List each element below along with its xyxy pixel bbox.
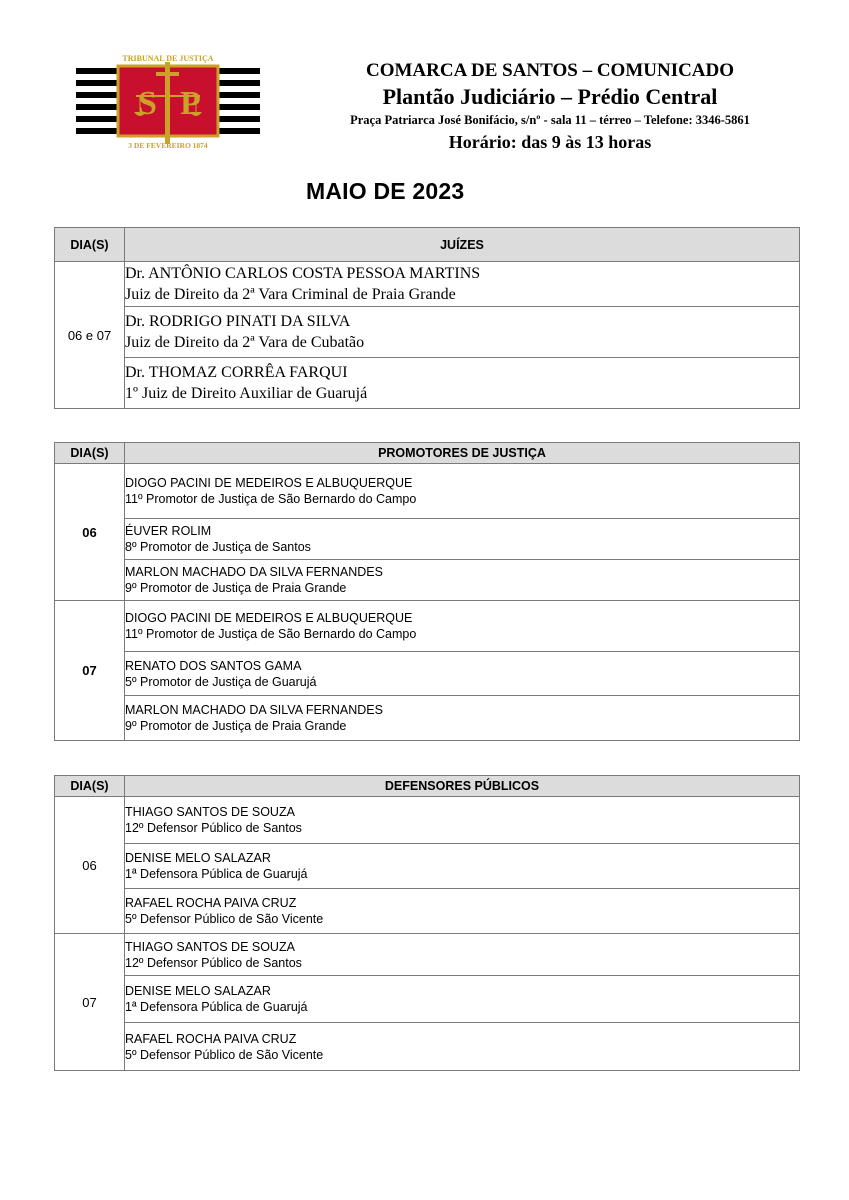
table-row [55, 696, 800, 741]
person-name: THIAGO SANTOS DE SOUZA [125, 939, 295, 954]
tribunal-seal-logo [76, 52, 260, 152]
person-name: Dr. ANTÔNIO CARLOS COSTA PESSOA MARTINS [125, 265, 481, 282]
person-cell [125, 464, 800, 519]
person-role: 8º Promotor de Justiça de Santos [125, 540, 311, 554]
table-header-row [55, 443, 800, 464]
person-name: RAFAEL ROCHA PAIVA CRUZ [125, 896, 297, 910]
person-name: Dr. RODRIGO PINATI DA SILVA [125, 313, 351, 330]
seal-letter-p: P [180, 85, 201, 122]
table-row [55, 464, 800, 519]
person-role: 1º Juiz de Direito Auxiliar de Guarujá [125, 385, 368, 402]
day-cell: 07 [55, 934, 125, 1071]
person-role: 1ª Defensora Pública de Guarujá [125, 867, 308, 881]
person-role: 12º Defensor Público de Santos [125, 955, 302, 970]
person-role: Juiz de Direito da 2ª Vara de Cubatão [125, 334, 365, 351]
header-hours: Horário: das 9 às 13 horas [448, 132, 652, 152]
sp-flag-seal-icon [76, 52, 260, 152]
person-cell [125, 560, 800, 601]
person-cell [125, 1023, 800, 1071]
person-role: 12º Defensor Público de Santos [125, 821, 302, 835]
table-row [55, 934, 800, 976]
person-name: DENISE MELO SALAZAR [125, 851, 271, 865]
day-cell: 06 e 07 [55, 262, 125, 409]
table-row [55, 262, 800, 307]
person-role: 9º Promotor de Justiça de Praia Grande [125, 719, 347, 733]
judges-table [54, 227, 800, 409]
person-cell [125, 307, 800, 358]
table-row [55, 1023, 800, 1071]
col-header-day: DIA(S) [55, 776, 125, 797]
person-role: 5º Defensor Público de São Vicente [125, 1047, 324, 1062]
person-name: DIOGO PACINI DE MEDEIROS E ALBUQUERQUE [125, 611, 413, 625]
person-cell [125, 652, 800, 696]
person-cell [125, 797, 800, 844]
col-header-day: DIA(S) [55, 228, 125, 262]
person-cell [125, 696, 800, 741]
person-role: Juiz de Direito da 2ª Vara Criminal de Praia Grande [125, 286, 456, 303]
person-name: RENATO DOS SANTOS GAMA [125, 658, 302, 673]
table-row [55, 307, 800, 358]
person-name: ÉUVER ROLIM [125, 524, 212, 538]
person-name: MARLON MACHADO DA SILVA FERNANDES [125, 703, 383, 717]
person-name: THIAGO SANTOS DE SOUZA [125, 805, 295, 819]
person-cell [125, 601, 800, 652]
person-name: DIOGO PACINI DE MEDEIROS E ALBUQUERQUE [125, 476, 413, 490]
col-header-judges: JUÍZES [125, 228, 800, 262]
person-role: 9º Promotor de Justiça de Praia Grande [125, 581, 347, 595]
table-row [55, 601, 800, 652]
document-header [290, 58, 810, 154]
table-row [55, 844, 800, 889]
header-line-1: COMARCA DE SANTOS – COMUNICADO [365, 60, 735, 81]
defenders-table [54, 775, 800, 1071]
table-row [55, 519, 800, 560]
table-row [55, 358, 800, 409]
day-cell: 06 [55, 464, 125, 601]
table-header-row [55, 228, 800, 262]
person-cell [125, 934, 800, 976]
person-name: RAFAEL ROCHA PAIVA CRUZ [125, 1031, 297, 1046]
person-cell [125, 358, 800, 409]
seal-letter-s: S [138, 85, 157, 122]
person-cell [125, 262, 800, 307]
table-row [55, 889, 800, 934]
person-role: 5º Promotor de Justiça de Guarujá [125, 674, 317, 689]
person-cell [125, 844, 800, 889]
month-title: MAIO DE 2023 [306, 178, 465, 204]
col-header-prosecutors: PROMOTORES DE JUSTIÇA [125, 443, 800, 464]
col-header-day: DIA(S) [55, 443, 125, 464]
header-address: Praça Patriarca José Bonifácio, s/nº - sala 11 – térreo – Telefone: 3346-5861 [350, 113, 750, 127]
table-row [55, 797, 800, 844]
person-cell [125, 889, 800, 934]
header-line-2: Plantão Judiciário – Prédio Central [382, 84, 718, 109]
seal-bottom-text: 3 DE FEVEREIRO 1874 [128, 141, 208, 150]
col-header-defenders: DEFENSORES PÚBLICOS [125, 776, 800, 797]
person-role: 5º Defensor Público de São Vicente [125, 912, 324, 926]
table-row [55, 560, 800, 601]
person-name: MARLON MACHADO DA SILVA FERNANDES [125, 565, 383, 579]
person-cell [125, 519, 800, 560]
day-cell: 07 [55, 601, 125, 741]
seal-top-text: TRIBUNAL DE JUSTIÇA [122, 54, 214, 63]
person-cell [125, 976, 800, 1023]
person-name: Dr. THOMAZ CORRÊA FARQUI [125, 364, 348, 381]
table-header-row [55, 776, 800, 797]
table-row [55, 976, 800, 1023]
table-row [55, 652, 800, 696]
person-role: 1ª Defensora Pública de Guarujá [125, 1000, 308, 1014]
person-role: 11º Promotor de Justiça de São Bernardo do Campo [125, 492, 417, 506]
person-role: 11º Promotor de Justiça de São Bernardo do Campo [125, 627, 417, 641]
person-name: DENISE MELO SALAZAR [125, 984, 271, 998]
prosecutors-table [54, 442, 800, 741]
day-cell: 06 [55, 797, 125, 934]
